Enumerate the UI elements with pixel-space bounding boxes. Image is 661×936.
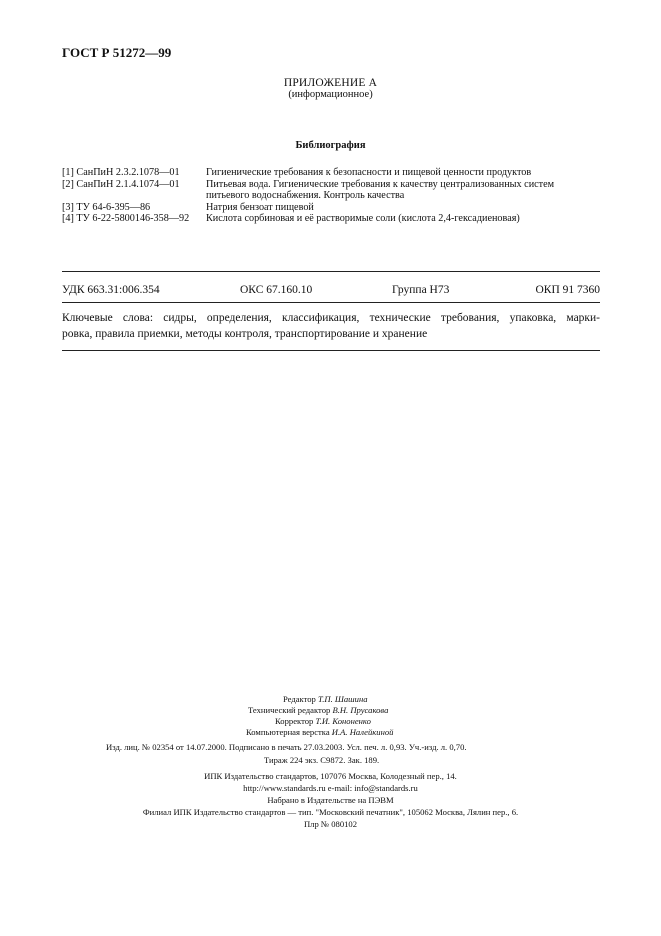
annex-title: ПРИЛОЖЕНИЕ А	[283, 77, 378, 89]
publisher-address: ИПК Издательство стандартов, 107076 Москва, Колодезный пер., 14.	[204, 771, 457, 781]
bibliography-entry	[62, 213, 602, 225]
bibliography-list	[62, 167, 602, 225]
oks-code: ОКС 67.160.10	[240, 284, 313, 296]
divider-bottom	[62, 350, 600, 351]
udk-code: УДК 663.31:006.354	[62, 284, 160, 296]
editor-name: Т.П. Шашина	[318, 694, 368, 704]
bibliography-title: Кислота сорбиновая и её растворимые соли (кислота 2,4-гексадиеновая)	[206, 213, 520, 224]
print-branch: Филиал ИПК Издательство стандартов — тип. "Московский печатник", 105062 Москва, Лялин пер., 6.	[142, 807, 519, 817]
credit-tech-editor: Технический редактор В.Н. Прусакова	[248, 705, 389, 715]
publisher-web: http://www.standards.ru e-mail: info@standards.ru	[243, 783, 418, 793]
bibliography-entry	[62, 179, 602, 202]
proofreader-name: Т.И. Кононенко	[315, 716, 371, 726]
tech-editor-name: В.Н. Прусакова	[332, 705, 389, 715]
credit-proofreader: Корректор Т.И. Кононенко	[275, 716, 371, 726]
credit-editor: Редактор Т.П. Шашина	[283, 694, 368, 704]
keywords-line-1: Ключевые слова: сидры, определения, классификация, технические требования, упаковка, марки-	[62, 312, 600, 324]
bibliography-title: Натрия бензоат пищевой	[206, 201, 314, 213]
bibliography-ref: [4] ТУ 6-22-5800146-358—92	[62, 213, 190, 224]
publication-info-2: Тираж 224 экз. С9872. Зак. 189.	[264, 755, 380, 765]
layout-name: И.А. Налейкиной	[331, 727, 394, 737]
bibliography-entry	[62, 202, 602, 214]
group-code: Группа Н73	[392, 284, 450, 296]
annex-subtitle: (информационное)	[288, 89, 373, 100]
bibliography-ref: [1] СанПиН 2.3.2.1078—01	[62, 167, 180, 178]
publication-info-1: Изд. лиц. № 02354 от 14.07.2000. Подписано в печать 27.03.2003. Усл. печ. л. 0,93. Уч.-изд. л. 0,70.	[106, 742, 467, 752]
keywords	[62, 311, 600, 342]
bibliography-ref: [3] ТУ 64-6-395—86	[62, 201, 151, 213]
keywords-line-2: ровка, правила приемки, методы контроля, транспортирование и хранение	[62, 327, 428, 340]
license-number: Плр № 080102	[303, 819, 358, 829]
bibliography-title: Питьевая вода. Гигиенические требования к качеству централизованных систем	[206, 178, 555, 190]
doc-number: ГОСТ Р 51272—99	[62, 45, 172, 60]
bibliography-heading: Библиография	[295, 140, 366, 151]
credit-layout: Компьютерная верстка И.А. Налейкиной	[246, 727, 394, 737]
bibliography-title-cont: питьевого водоснабжения. Контроль качества	[206, 190, 405, 201]
divider-middle	[62, 302, 600, 303]
typeset-note: Набрано в Издательстве на ПЭВМ	[267, 795, 394, 805]
bibliography-title: Гигиенические требования к безопасности и пищевой ценности продуктов	[206, 167, 532, 178]
divider-top	[62, 271, 600, 272]
bibliography-ref: [2] СанПиН 2.1.4.1074—01	[62, 178, 180, 190]
okp-code: ОКП 91 7360	[535, 284, 600, 296]
bibliography-entry	[62, 167, 602, 179]
